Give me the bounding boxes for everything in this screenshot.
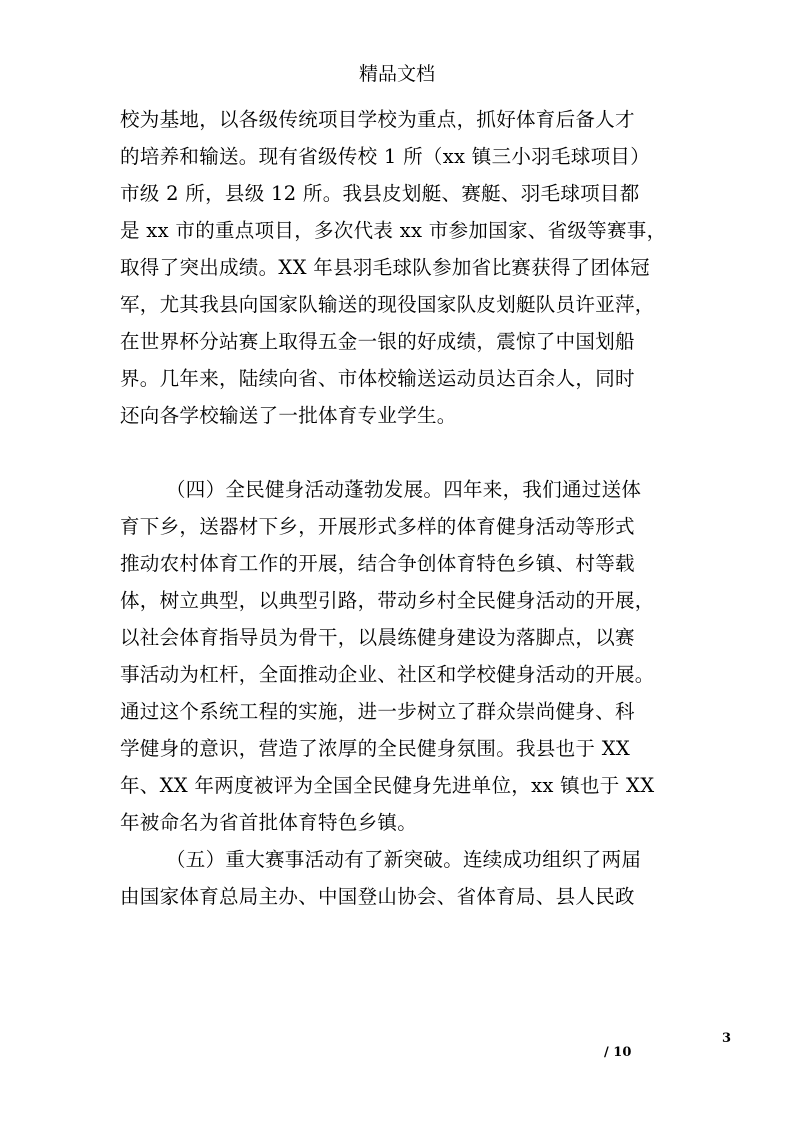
text-line: 校为基地，以各级传统项目学校为重点，抓好体育后备人才 [120, 108, 635, 131]
text-line: 年、XX 年两度被评为全国全民健身先进单位，xx 镇也于 XX [120, 774, 655, 797]
text-line: （五）重大赛事活动有了新突破。连续成功组织了两届 [166, 848, 642, 871]
document-body [120, 101, 680, 915]
text-line: 以社会体育指导员为骨干，以晨练健身建设为落脚点，以赛 [120, 626, 635, 649]
paragraph-major-events [120, 841, 680, 915]
text-line: 取得了突出成绩。XX 年县羽毛球队参加省比赛获得了团体冠 [120, 256, 650, 279]
text-line: 还向各学校输送了一批体育专业学生。 [120, 404, 457, 427]
text-line: （四）全民健身活动蓬勃发展。四年来，我们通过送体 [166, 478, 642, 501]
text-line: 学健身的意识，营造了浓厚的全民健身氛围。我县也于 XX [120, 737, 631, 760]
page-header: 精品文档 [358, 63, 435, 85]
text-line: 市级 2 所，县级 12 所。我县皮划艇、赛艇、羽毛球项目都 [120, 182, 640, 205]
text-line: 在世界杯分站赛上取得五金一银的好成绩，震惊了中国划船 [120, 330, 635, 353]
text-line: 育下乡，送器材下乡，开展形式多样的体育健身活动等形式 [120, 515, 635, 538]
text-line: 的培养和输送。现有省级传校 1 所（xx 镇三小羽毛球项目） [120, 145, 650, 168]
text-line: 推动农村体育工作的开展，结合争创体育特色乡镇、村等载 [120, 552, 635, 575]
text-line: 由国家体育总局主办、中国登山协会、省体育局、县人民政 [120, 885, 635, 908]
text-line: 是 xx 市的重点项目，多次代表 xx 市参加国家、省级等赛事， [120, 219, 667, 242]
text-line: 界。几年来，陆续向省、市体校输送运动员达百余人，同时 [120, 367, 635, 390]
page-number: 3 [722, 1031, 732, 1046]
paragraph-fitness-activities [120, 471, 680, 841]
page-total: / 10 [604, 1045, 632, 1060]
text-line: 通过这个系统工程的实施，进一步树立了群众崇尚健身、科 [120, 700, 635, 723]
text-line: 军，尤其我县向国家队输送的现役国家队皮划艇队员许亚萍， [120, 293, 655, 316]
text-line: 事活动为杠杆，全面推动企业、社区和学校健身活动的开展。 [120, 663, 655, 686]
text-line: 年被命名为省首批体育特色乡镇。 [120, 811, 418, 834]
paragraph-gap [120, 434, 680, 471]
text-line: 体，树立典型，以典型引路，带动乡村全民健身活动的开展， [120, 589, 655, 612]
paragraph-sports-talent [120, 101, 680, 434]
